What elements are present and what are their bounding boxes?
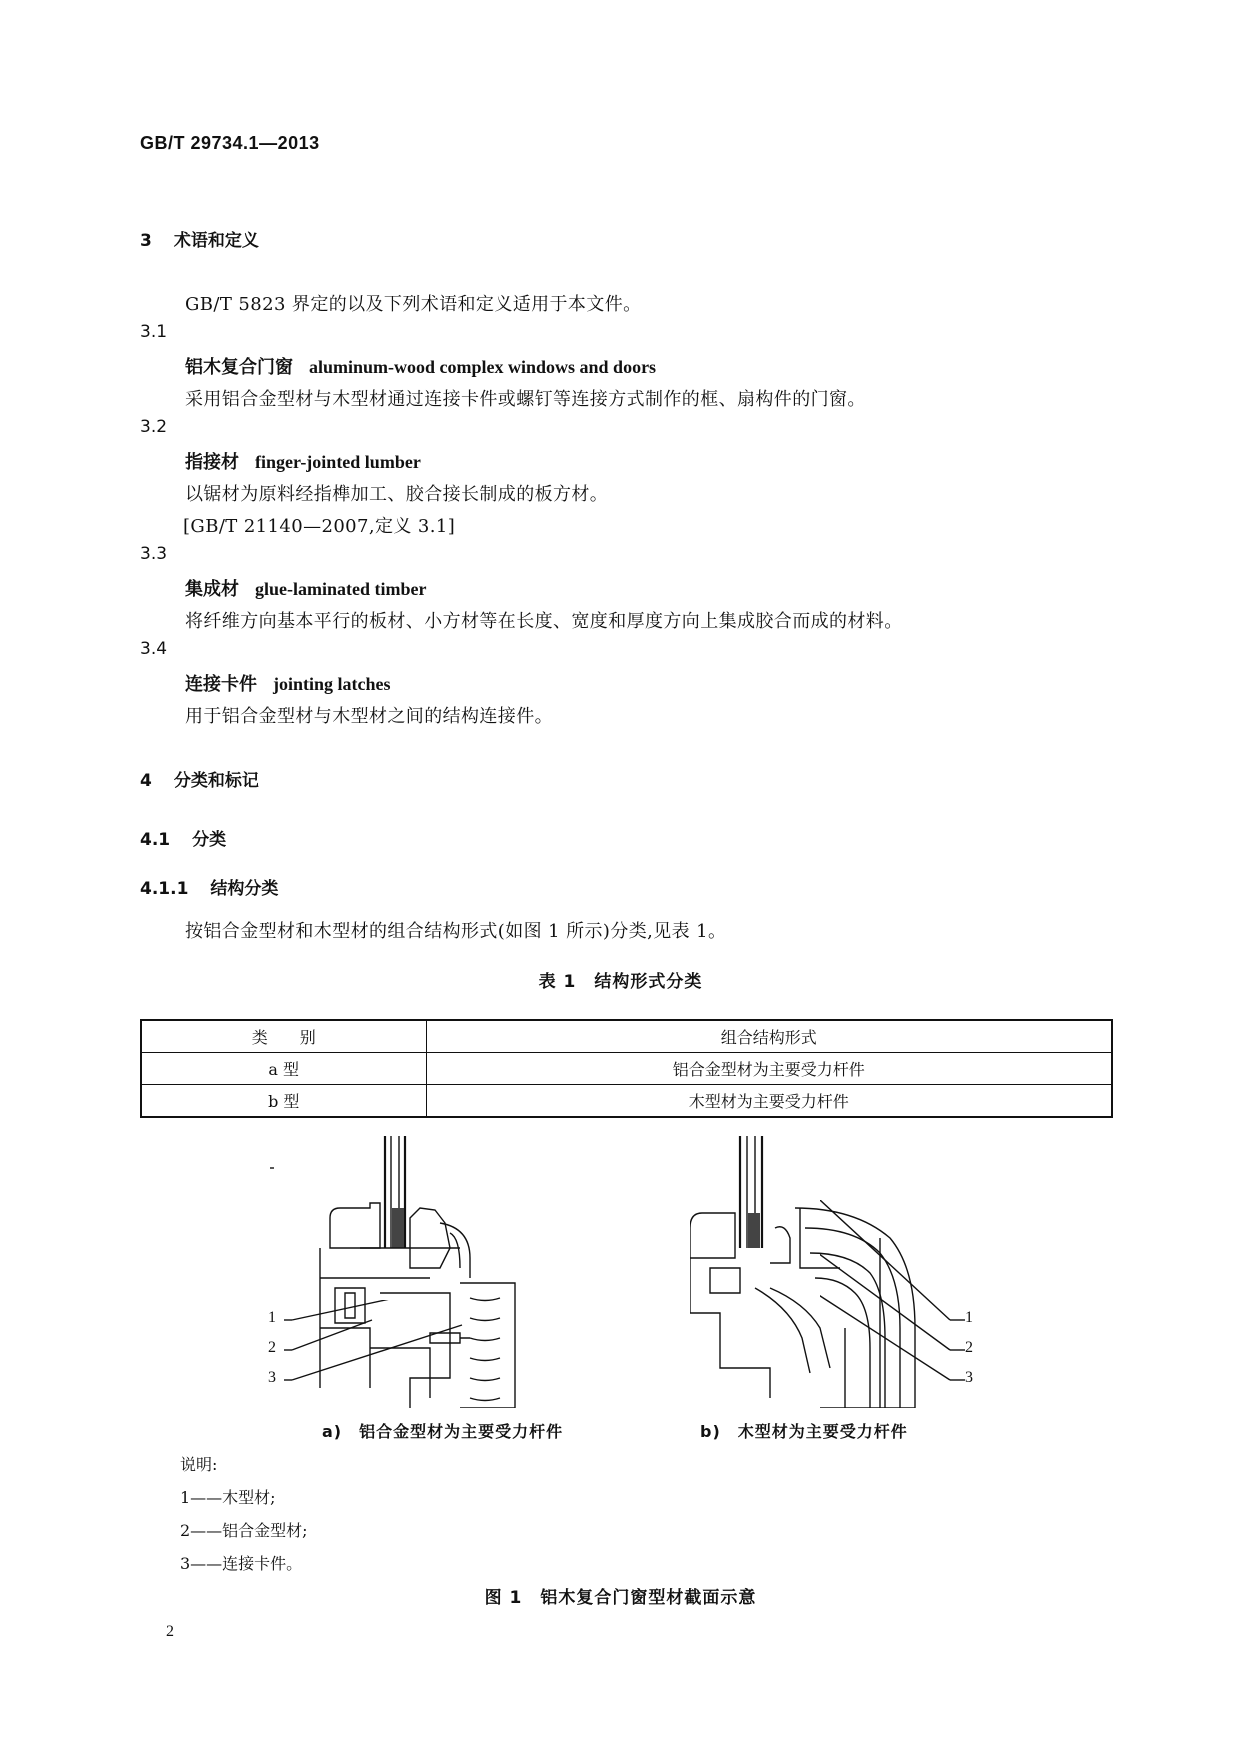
term-3-2-zh: 指接材	[185, 452, 239, 473]
term-3-1-zh: 铝木复合门窗	[185, 357, 293, 378]
term-3-1-definition: 采用铝合金型材与木型材通过连接卡件或螺钉等连接方式制作的框、扇构件的门窗。	[185, 389, 866, 410]
section-4-1-1-number: 4.1.1	[140, 879, 189, 899]
table-header-category: 类 别	[141, 1020, 426, 1053]
figure-a-callout-2: 2	[268, 1339, 276, 1356]
section-4-1-1-heading	[140, 874, 278, 899]
section-4-heading	[140, 766, 259, 791]
figure-b-callout-3: 3	[965, 1369, 973, 1386]
term-3-4-zh: 连接卡件	[185, 674, 257, 695]
term-3-3-zh: 集成材	[185, 579, 239, 600]
standard-number: GB/T 29734.1—2013	[140, 133, 320, 153]
figure-1a-leaders	[262, 1300, 582, 1400]
term-3-3-number: 3.3	[140, 544, 168, 564]
figure-b-callout-1: 1	[965, 1309, 973, 1326]
figure-1b-leaders	[820, 1200, 980, 1400]
legend-title: 说明:	[180, 1455, 218, 1474]
section-4-title: 分类和标记	[173, 771, 259, 791]
section-4-1-1-title: 结构分类	[210, 879, 279, 899]
term-3-4-definition: 用于铝合金型材与木型材之间的结构连接件。	[185, 706, 553, 727]
term-3-3-en: glue-laminated timber	[255, 579, 427, 599]
term-3-1-en: aluminum-wood complex windows and doors	[309, 357, 657, 377]
term-3-1-name	[185, 353, 656, 379]
page-number: 2	[166, 1623, 174, 1640]
table-cell-structure: 木型材为主要受力杆件	[426, 1085, 1112, 1118]
table-1-caption: 表 1 结构形式分类	[538, 972, 703, 992]
term-3-3-name	[185, 575, 426, 601]
table-cell-type: b 型	[141, 1085, 426, 1118]
section-4-number: 4	[140, 771, 152, 791]
table-header-row	[141, 1020, 1112, 1053]
term-3-4-en: jointing latches	[273, 674, 391, 694]
legend-item-2: 2——铝合金型材;	[180, 1521, 308, 1540]
table-row	[141, 1053, 1112, 1085]
figure-1-caption: 图 1 铝木复合门窗型材截面示意	[484, 1588, 757, 1608]
figure-a-callout-3: 3	[268, 1369, 276, 1386]
table-cell-structure: 铝合金型材为主要受力杆件	[426, 1053, 1112, 1085]
section-4-1-number: 4.1	[140, 830, 171, 850]
legend-item-3: 3——连接卡件。	[180, 1554, 303, 1573]
section-3-heading	[140, 226, 259, 251]
classification-table	[140, 1019, 1113, 1118]
term-3-2-name	[185, 448, 421, 474]
term-3-2-definition: 以锯材为原料经指榫加工、胶合接长制成的板方材。	[185, 484, 609, 505]
section-3-title: 术语和定义	[173, 231, 259, 251]
term-3-2-source: [GB/T 21140—2007,定义 3.1]	[183, 516, 456, 537]
legend-item-1: 1——木型材;	[180, 1488, 276, 1507]
figure-1b-caption: b) 木型材为主要受力杆件	[700, 1422, 908, 1441]
term-3-2-number: 3.2	[140, 417, 168, 437]
section-4-1-title: 分类	[192, 830, 227, 850]
figure-1a-caption: a) 铝合金型材为主要受力杆件	[322, 1422, 564, 1441]
term-3-1-number: 3.1	[140, 322, 168, 342]
section-3-number: 3	[140, 231, 152, 251]
section-3-intro: GB/T 5823 界定的以及下列术语和定义适用于本文件。	[185, 294, 642, 315]
term-3-3-definition: 将纤维方向基本平行的板材、小方材等在长度、宽度和厚度方向上集成胶合而成的材料。	[185, 611, 903, 632]
term-3-2-en: finger-jointed lumber	[255, 452, 421, 472]
term-3-4-name	[185, 670, 391, 696]
table-cell-type: a 型	[141, 1053, 426, 1085]
term-3-4-number: 3.4	[140, 639, 168, 659]
figure-b-callout-2: 2	[965, 1339, 973, 1356]
table-header-structure: 组合结构形式	[426, 1020, 1112, 1053]
section-4-1-1-text: 按铝合金型材和木型材的组合结构形式(如图 1 所示)分类,见表 1。	[185, 921, 727, 942]
table-row	[141, 1085, 1112, 1118]
figure-a-callout-1: 1	[268, 1309, 276, 1326]
section-4-1-heading	[140, 825, 226, 850]
